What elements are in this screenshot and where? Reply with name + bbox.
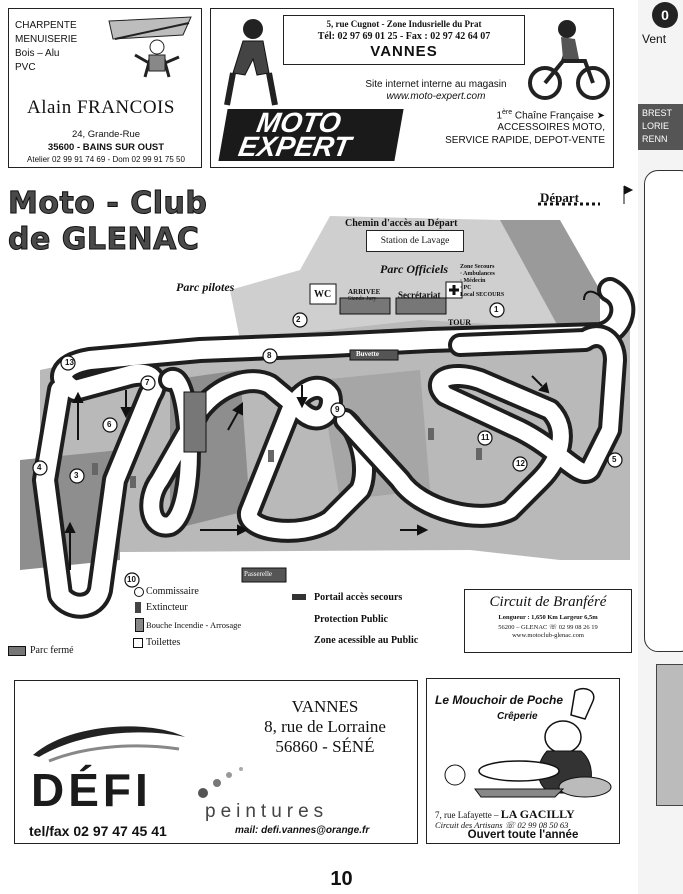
strip-photo [656,664,683,806]
hydrant-icon [135,618,144,632]
moto-rank [496,109,605,121]
hydrant-icon [130,476,136,488]
tour-label: TOUR [448,318,471,327]
access-path-label: Chemin d'accès au Départ [345,218,458,229]
rescue-line: · Ambulances [460,271,495,277]
hydrant-icon [476,448,482,460]
town-text: LA GACILLY [500,807,575,821]
logo-line: EXPERT [236,131,354,162]
circuit-url[interactable]: www.motoclub-glenac.com [512,632,584,639]
strip-line: LORIE [642,121,670,131]
post-number: 6 [107,420,112,429]
legend-toilettes [146,637,180,648]
strip-line: BREST [642,108,673,118]
secretariat-building [396,298,446,314]
moto-city: VANNES [370,43,438,60]
defi-city: VANNES [291,697,359,716]
ad-defi-peintures [14,680,418,844]
officials-park-label: Parc Officiels [380,262,449,276]
crepe-chef-illustration [435,685,615,805]
legend-bouche [146,620,241,630]
trade-line: MENUISERIE [15,34,78,45]
wc-label: WC [314,289,332,300]
legend-label: Toilettes [146,637,181,648]
hydrant-icon [428,428,434,440]
moto-url[interactable]: www.moto-expert.com [386,91,486,102]
rider-left-illustration [223,13,281,109]
paint-dots-icon [193,763,253,803]
post-number: 7 [145,378,150,387]
rescue-line: Local SECOURS [460,292,505,298]
post-number: 10 [127,575,136,584]
buvette-label: Buvette [356,350,379,358]
legend-label: Commissaire [146,586,199,597]
trade-line: CHARPENTE [15,20,77,31]
post-number: 4 [37,463,42,472]
logo-line: MOTO [254,107,344,138]
rank-sup: ère [502,109,513,116]
post-number: 5 [612,455,617,464]
badge: 0 [652,2,678,28]
legend-protection: Protection Public [314,614,388,625]
adjacent-page-strip [638,0,683,894]
rescue-line: · Médecin [460,278,486,284]
moto-web-line: Site internet interne au magasin [365,79,507,90]
post-number: 13 [65,358,74,367]
defi-postal: 56860 - SÉNÉ [275,737,375,756]
hydrant-icon [268,450,274,462]
passerelle [184,392,206,452]
rescue-line: Zone Secours [460,264,495,270]
moto-expert-logo [218,109,403,161]
commissaire-icon [134,587,144,597]
moto-services: SERVICE RAPIDE, DEPOT-VENTE [445,135,605,146]
legend-label: Bouche Incendie - Arrosage [146,620,242,630]
trade-line: Bois – Alu [15,48,60,59]
page-number: 10 [330,868,353,890]
defi-logo-sub: peintures [205,801,329,822]
defi-logo: DÉFI [31,764,152,816]
defi-street: 8, rue de Lorraine [264,717,386,736]
arrivee-sub-label: Stands-Jury [348,296,377,302]
advertiser-name: Alain FRANCOIS [27,97,175,118]
gate-icon [292,594,306,600]
club-title: Moto - Club [8,186,208,221]
legend-parc-ferme [30,645,74,656]
club-title: de GLENAC [8,222,200,257]
wash-station: Station de Lavage [366,230,464,252]
hydrant-icon [92,463,98,475]
strip-line: RENN [642,134,668,144]
secretariat-label: Secrétariat [398,290,441,300]
post-number: 2 [296,315,301,324]
legend-label: Parc fermé [30,645,74,656]
mouchoir-open: Ouvert toute l'année [467,829,579,841]
ad-mouchoir-de-poche [426,678,620,844]
parc-ferme-swatch [8,646,26,656]
ad-francois [8,8,202,168]
post-number: 8 [267,351,272,360]
flag-icon [624,186,632,204]
legend-zone: Zone acessible au Public [314,635,419,646]
post-number: 12 [516,459,525,468]
post-number: 1 [494,305,499,314]
legend-label: Portail accès secours [314,592,403,603]
street-text: 7, rue Lafayette – [435,810,501,820]
street: 24, Grande-Rue [71,129,141,140]
rank-text: Chaîne Française ➤ [512,110,605,122]
circuit-title: Circuit de Branféré [489,594,607,610]
post-number: 3 [74,471,79,480]
legend-label: Extincteur [146,602,188,613]
moto-header [283,15,525,65]
circuit-contact: 56200 – GLENAC ☏ 02 99 08 26 19 [498,624,598,631]
trade-line: PVC [15,62,36,73]
extinguisher-icon [135,602,141,613]
riders-park-label: Parc pilotes [176,280,235,294]
legend-portail [314,592,402,603]
defi-mail[interactable]: mail: defi.vannes@orange.fr [235,825,370,836]
depart-label: Départ [540,190,579,205]
rescue-line: · PC [460,285,472,291]
passerelle-label: Passerelle [244,570,272,578]
mouchoir-title: Le Mouchoir de Poche [435,693,564,707]
strip-box [638,104,683,150]
rank-number: 1 [496,110,502,122]
legend-commissaire [146,586,199,597]
strip-word: Vent [642,32,667,46]
defi-swoosh-icon [29,719,189,763]
mouchoir-artisans: Circuit des Artisans ☏ 02 99 08 50 63 [435,820,569,830]
moto-services: ACCESSOIRES MOTO, [497,122,605,133]
circuit-specs: Longueur : 1,650 Km Largeur 6,5m [498,614,598,621]
mouchoir-subtitle: Crêperie [497,711,538,722]
circuit-info-box [464,589,632,653]
arrivee-label: ARRIVEE [348,288,381,296]
post-number: 9 [335,405,340,414]
strip-panel [644,170,683,652]
carpenter-illustration [105,15,197,85]
city: 35600 - BAINS SUR OUST [47,142,165,153]
rescue-zone-label [460,264,504,299]
ad-moto-expert [210,8,614,168]
moto-address: 5, rue Cugnot - Zone Indusrielle du Prat [326,19,482,29]
post-number: 11 [481,433,490,442]
defi-tel: tel/fax 02 97 47 45 41 [29,823,167,839]
toilet-icon [133,638,143,648]
phones: Atelier 02 99 91 74 69 - Dom 02 99 91 75 50 [27,155,185,164]
moto-phones: Tél: 02 97 69 01 25 - Fax : 02 97 42 64 07 [317,31,491,42]
legend-extincteur [146,602,188,613]
